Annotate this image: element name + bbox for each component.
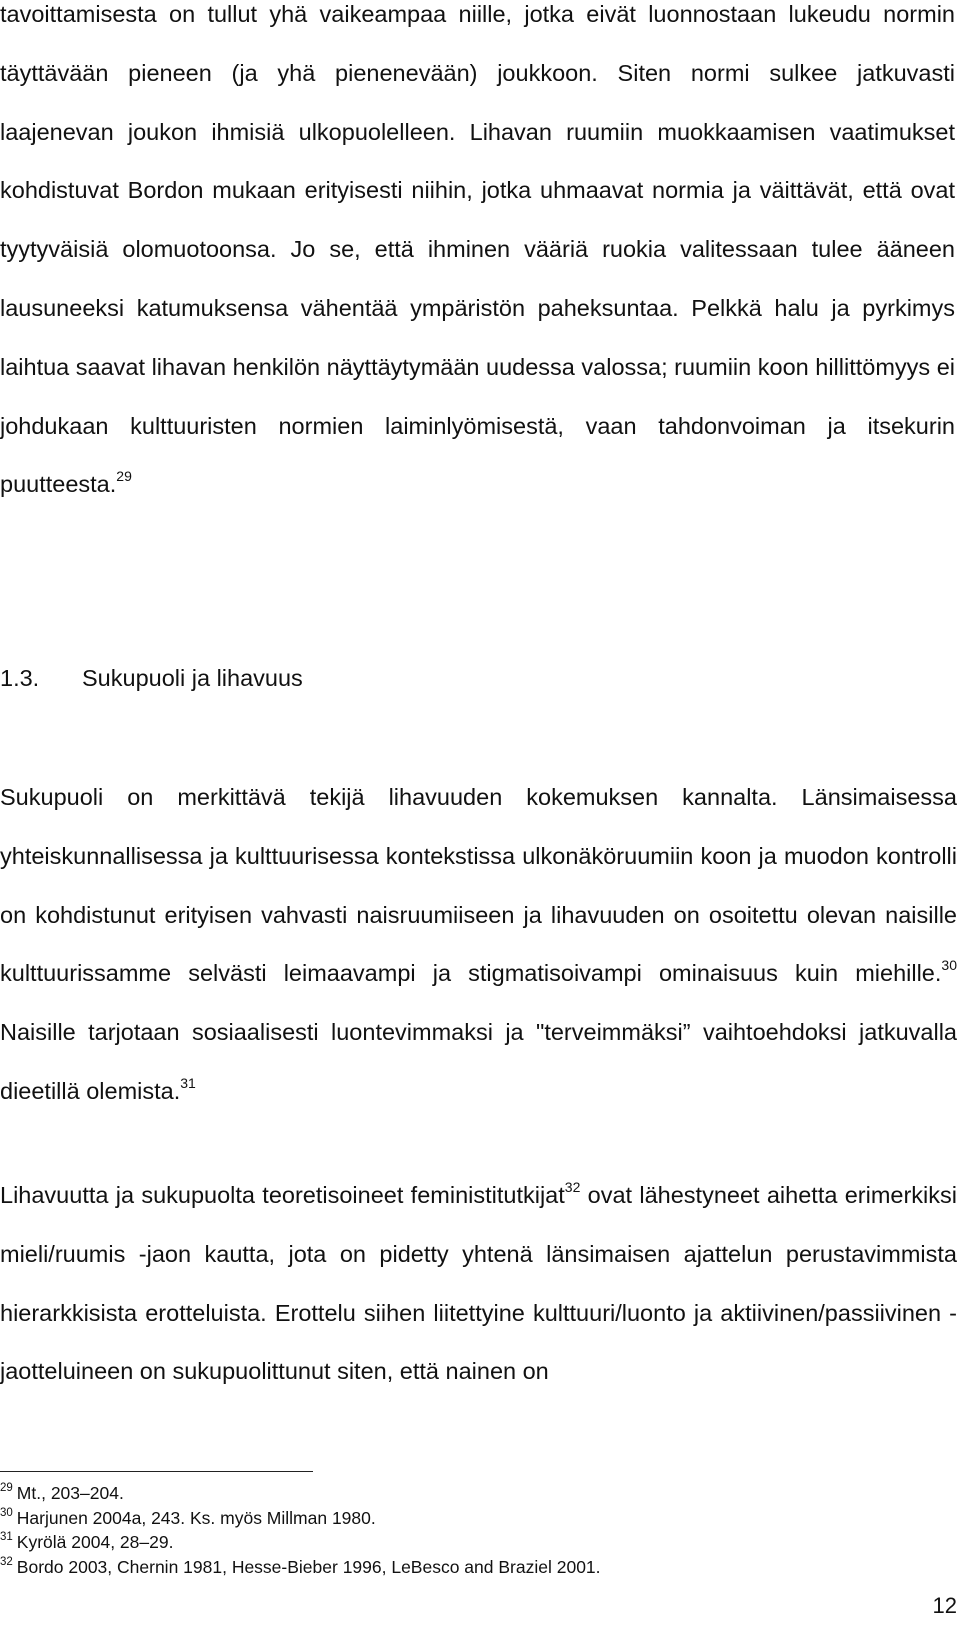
footnote-32	[0, 1555, 960, 1580]
paragraph-2-text-b: Naisille tarjotaan sosiaalisesti luontevimmaksi ja "terveimmäksi” vaihtoehdoksi jatkuvalla dieetillä olemista.	[0, 1019, 957, 1104]
footnote-number: 29	[0, 1482, 13, 1494]
footnote-ref-31: 31	[180, 1074, 196, 1091]
footnote-29	[0, 1481, 960, 1506]
footnote-text: Mt., 203–204.	[16, 1483, 124, 1503]
footnote-ref-30: 30	[941, 957, 957, 974]
section-number: 1.3.	[0, 665, 40, 691]
paragraph-3-text-a: Lihavuutta ja sukupuolta teoretisoineet feministitutkijat	[0, 1182, 565, 1208]
footnote-number: 31	[0, 1531, 13, 1544]
footnote-text: Bordo 2003, Chernin 1981, Hesse-Bieber 1996, LeBesco and Braziel 2001.	[16, 1556, 601, 1577]
body-paragraph-1	[0, 0, 955, 514]
body-paragraph-3	[0, 1166, 957, 1401]
page-number: 12	[932, 1593, 957, 1618]
footnote-ref-29: 29	[116, 468, 132, 485]
footnote-30	[0, 1506, 960, 1531]
section-heading	[0, 663, 303, 693]
paragraph-3-text-b: ovat lähestyneet aihetta erimerkiksi mieli/ruumis -jaon kautta, jota on pidetty yhtenä länsimaisen ajattelun perustavimmista hierarkkisista erotteluista. Erottelu siihen liitettyine kulttuuri/luonto ja aktiivinen/passiivinen -jaotteluineen on sukupuolittunut siten, että nainen on	[0, 1182, 957, 1385]
paragraph-1-text: tavoittamisesta on tullut yhä vaikeampaa niille, jotka eivät luonnostaan lukeudu normin täyttävään pieneen (ja yhä pienenevään) joukkoon. Siten normi sulkee jatkuvasti laajenevan joukon ihmisiä ulkopuolelleen. Lihavan ruumiin muokkaamisen vaatimukset kohdistuvat Bordon mukaan erityisesti niihin, jotka uhmaavat normia ja väittävät, että ovat tyytyväisiä olomuotoonsa. Jo se, että ihminen vääriä ruokia valitessaan tulee ääneen lausuneeksi katumuksensa vähentää ympäristön paheksuntaa. Pelkkä halu ja pyrkimys laihtua saavat lihavan henkilön näyttäytymään uudessa valossa; ruumiin koon hillittömyys ei johdukaan kulttuuristen normien laiminlyömisestä, vaan tahdonvoiman ja itsekurin puutteesta.	[0, 1, 955, 498]
footnote-ref-32: 32	[564, 1179, 581, 1195]
section-title: Sukupuoli ja lihavuus	[82, 665, 303, 691]
footnote-text: Harjunen 2004a, 243. Ks. myös Millman 1980.	[16, 1507, 376, 1528]
footnotes	[0, 1481, 960, 1579]
footnote-number: 32	[0, 1555, 13, 1568]
footnote-text: Kyrölä 2004, 28–29.	[16, 1532, 174, 1553]
paragraph-2-text-a: Sukupuoli on merkittävä tekijä lihavuuden kokemuksen kannalta. Länsimaisessa yhteiskunnallisessa ja kulttuurisessa kontekstissa ulkonäköruumiin koon ja muodon kontrolli on kohdistunut erityisen vahvasti naisruumiiseen ja lihavuuden on osoitettu olevan naisille kulttuurissamme selvästi leimaavampi ja stigmatisoivampi ominaisuus kuin miehille.	[0, 784, 957, 987]
footnote-31	[0, 1530, 960, 1555]
footnote-number: 30	[0, 1506, 13, 1519]
footnote-separator	[0, 1471, 313, 1472]
body-paragraph-2	[0, 768, 957, 1121]
